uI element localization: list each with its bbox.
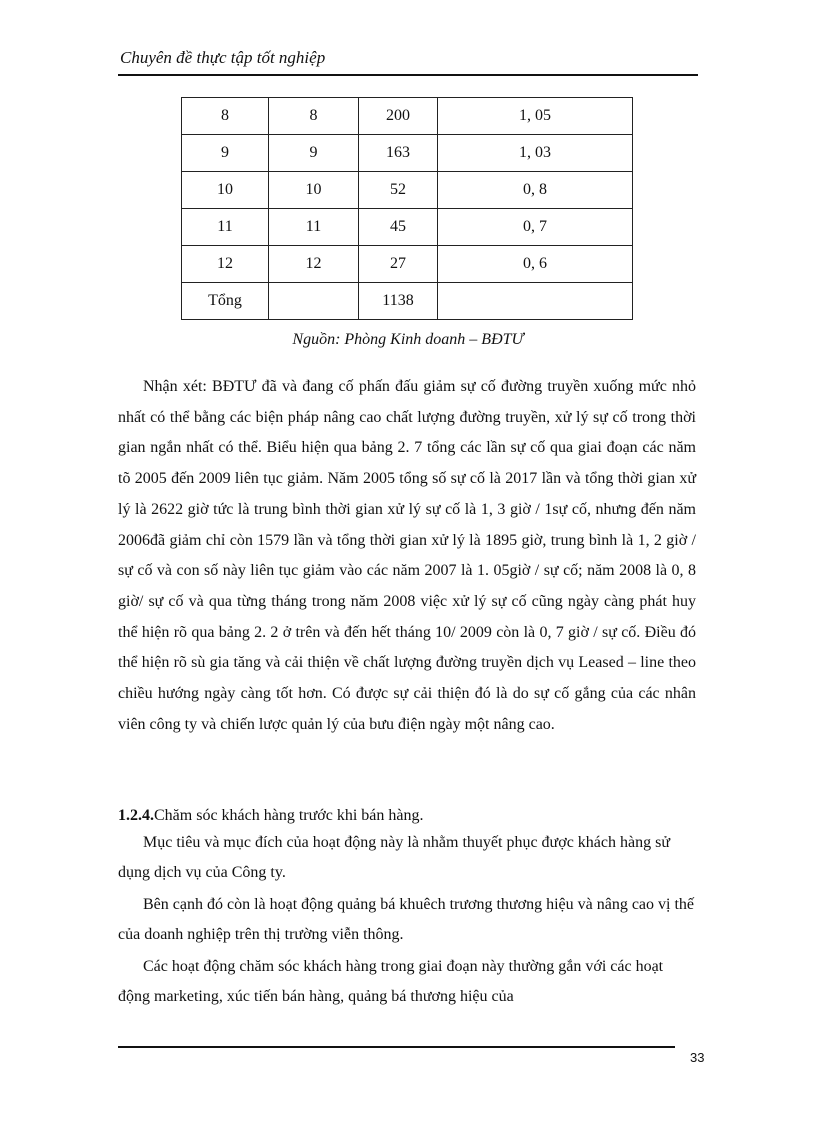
table-cell: [269, 283, 359, 320]
activities-paragraph: Các hoạt động chăm sóc khách hàng trong giai đoạn này thường gắn với các hoạt động marketing, xúc tiến bán hàng, quảng bá thương hiệu của: [118, 958, 664, 1005]
table-cell: 200: [359, 98, 438, 135]
table-cell: 0, 6: [438, 246, 633, 283]
table-row: [182, 135, 633, 172]
remark-paragraph: Nhận xét: BĐTƯ đã và đang cố phấn đấu giảm sự cố đường truyền xuống mức nhỏ nhất có thể bằng các biện pháp nâng cao chất lượng đường truyền, xử lý sự cố trong thời gian ngắn nhất có thể. Biểu hiện qua bảng 2. 7 tổng các lần sự cố qua giai đoạn các năm tõ 2005 đến 2009 liên tục giảm. Năm 2005 tổng số sự cố là 2017 lần và tổng thời gian xử lý là 2622 giờ tức là trung bình thời gian xử lý sự cố là 1, 3 giờ / 1sự cố, nhưng đến năm 2006đã giảm chỉ còn 1579 lần và tổng thời gian xử lý là 1895 giờ, trung bình là 1, 2 giờ / sự cố và con số này liên tục giảm vào các năm 2007 là 1. 05giờ / sự cố; năm 2008 là 0, 8 giờ/ sự cố và qua từng tháng trong năm 2008 việc xử lý sự cố cũng ngày càng phát huy thể hiện rõ qua bảng 2. 2 ở trên và đến hết tháng 10/ 2009 còn là 0, 7 giờ / sự cố. Điều đó thể hiện rõ sù gia tăng và cải thiện về chất lượng đường truyền dịch vụ Leased – line theo chiều hướng ngày càng tốt hơn. Có được sự cải thiện đó là do sự cố gắng của các nhân viên công ty và chiến lược quản lý của bưu điện ngày một nâng cao.: [118, 378, 696, 733]
page-number: 33: [690, 1050, 705, 1065]
table-cell: 11: [182, 209, 269, 246]
table-cell: 8: [182, 98, 269, 135]
table-cell: [438, 283, 633, 320]
table-row: [182, 172, 633, 209]
footer-divider: [118, 1046, 675, 1048]
table-total-row: [182, 283, 633, 320]
table-cell: 12: [269, 246, 359, 283]
table-cell: 11: [269, 209, 359, 246]
table-cell: 10: [182, 172, 269, 209]
table-cell: 12: [182, 246, 269, 283]
header-divider: [118, 74, 698, 76]
table-row: [182, 209, 633, 246]
table-cell: 9: [182, 135, 269, 172]
table-cell: 10: [269, 172, 359, 209]
table-cell: 0, 8: [438, 172, 633, 209]
table-cell: 27: [359, 246, 438, 283]
section-heading: [118, 802, 424, 830]
table-cell: 1138: [359, 283, 438, 320]
section-title: Chăm sóc khách hàng trước khi bán hàng.: [154, 807, 424, 824]
table-cell: 9: [269, 135, 359, 172]
table-cell: 163: [359, 135, 438, 172]
table-cell: 8: [269, 98, 359, 135]
table-cell: 1, 05: [438, 98, 633, 135]
goal-paragraph: Mục tiêu và mục đích của hoạt động này là nhằm thuyết phục được khách hàng sử dụng dịch vụ của Công ty.: [118, 834, 670, 881]
table-cell: 45: [359, 209, 438, 246]
table-cell: Tổng: [182, 283, 269, 320]
table-cell: 0, 7: [438, 209, 633, 246]
table-row: [182, 246, 633, 283]
table-source-note: Nguồn: Phòng Kinh doanh – BĐTƯ: [292, 331, 524, 348]
page-header-title: Chuyên đề thực tập tốt nghiệp: [120, 48, 326, 67]
incident-table: [181, 97, 633, 320]
table-cell: 52: [359, 172, 438, 209]
table-row: [182, 98, 633, 135]
table-cell: 1, 03: [438, 135, 633, 172]
promo-paragraph: Bên cạnh đó còn là hoạt động quảng bá khuêch trương thương hiệu và nâng cao vị thế của doanh nghiệp trên thị trường viễn thông.: [118, 896, 695, 943]
section-number: 1.2.4.: [118, 807, 154, 824]
